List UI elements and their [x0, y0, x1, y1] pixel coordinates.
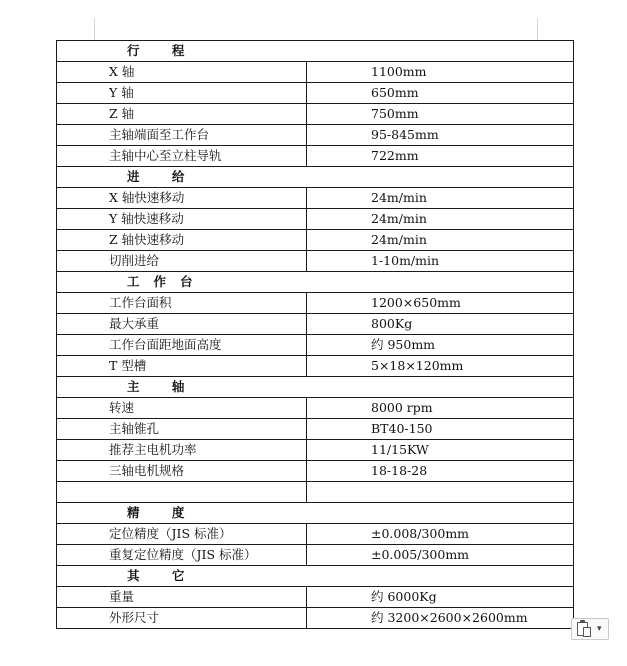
spec-value: 95-845mm [307, 125, 574, 146]
spec-label: 定位精度（JIS 标准） [57, 524, 307, 545]
table-row [57, 209, 574, 230]
spec-table-body [57, 41, 574, 629]
spec-label: Y 轴 [57, 83, 307, 104]
table-row [57, 440, 574, 461]
spec-label: 主轴端面至工作台 [57, 125, 307, 146]
spec-value: 1200×650mm [307, 293, 574, 314]
spec-label [57, 482, 307, 503]
spec-value: ±0.005/300mm [307, 545, 574, 566]
spec-value: 18-18-28 [307, 461, 574, 482]
table-row [57, 335, 574, 356]
spec-label: 切削进给 [57, 251, 307, 272]
spec-label: 三轴电机规格 [57, 461, 307, 482]
section-title: 行 程 [57, 41, 574, 62]
table-row [57, 545, 574, 566]
spec-value: 24m/min [307, 209, 574, 230]
spec-value: 800Kg [307, 314, 574, 335]
section-title: 主 轴 [57, 377, 574, 398]
section-header-row [57, 41, 574, 62]
spec-label: 工作台面积 [57, 293, 307, 314]
table-row [57, 608, 574, 629]
table-row [57, 104, 574, 125]
section-title: 进 给 [57, 167, 574, 188]
section-title: 工作台 [57, 272, 574, 293]
spec-label: 主轴锥孔 [57, 419, 307, 440]
spec-value: 1100mm [307, 62, 574, 83]
spec-label: Y 轴快速移动 [57, 209, 307, 230]
spec-value: 11/15KW [307, 440, 574, 461]
page-margin-left-marker [94, 18, 95, 40]
page-margin-right-marker [537, 18, 538, 40]
spec-value [307, 482, 574, 503]
spec-value: 约 6000Kg [307, 587, 574, 608]
section-header-row [57, 503, 574, 524]
spec-value: ±0.008/300mm [307, 524, 574, 545]
spec-label: X 轴 [57, 62, 307, 83]
table-row [57, 398, 574, 419]
table-row [57, 188, 574, 209]
spec-value: 约 950mm [307, 335, 574, 356]
spec-value: 650mm [307, 83, 574, 104]
chevron-down-icon: ▾ [597, 624, 602, 634]
paste-options-button[interactable] [571, 618, 609, 640]
table-row [57, 293, 574, 314]
spec-table [56, 40, 574, 629]
table-row [57, 83, 574, 104]
spec-label: Z 轴 [57, 104, 307, 125]
table-row [57, 314, 574, 335]
section-title: 精 度 [57, 503, 574, 524]
spec-value: 约 3200×2600×2600mm [307, 608, 574, 629]
table-row [57, 62, 574, 83]
document-icon [583, 627, 591, 637]
section-header-row [57, 377, 574, 398]
table-row [57, 251, 574, 272]
spec-label: X 轴快速移动 [57, 188, 307, 209]
spec-value: 24m/min [307, 188, 574, 209]
section-header-row [57, 566, 574, 587]
table-row [57, 587, 574, 608]
spec-value: 750mm [307, 104, 574, 125]
table-row [57, 461, 574, 482]
spec-label: 工作台面距地面高度 [57, 335, 307, 356]
table-row [57, 482, 574, 503]
spec-label: 转速 [57, 398, 307, 419]
spec-value: 24m/min [307, 230, 574, 251]
table-row [57, 125, 574, 146]
spec-label: 外形尺寸 [57, 608, 307, 629]
spec-value: 1-10m/min [307, 251, 574, 272]
spec-label: 推荐主电机功率 [57, 440, 307, 461]
spec-label: Z 轴快速移动 [57, 230, 307, 251]
section-header-row [57, 272, 574, 293]
spec-label: 主轴中心至立柱导轨 [57, 146, 307, 167]
table-row [57, 230, 574, 251]
spec-label: 重量 [57, 587, 307, 608]
table-row [57, 356, 574, 377]
spec-value: 5×18×120mm [307, 356, 574, 377]
spec-label: 最大承重 [57, 314, 307, 335]
table-row [57, 524, 574, 545]
spec-value: 8000 rpm [307, 398, 574, 419]
spec-label: T 型槽 [57, 356, 307, 377]
table-row [57, 146, 574, 167]
section-header-row [57, 167, 574, 188]
spec-label: 重复定位精度（JIS 标准） [57, 545, 307, 566]
table-row [57, 419, 574, 440]
section-title: 其 它 [57, 566, 574, 587]
spec-value: 722mm [307, 146, 574, 167]
spec-value: BT40-150 [307, 419, 574, 440]
